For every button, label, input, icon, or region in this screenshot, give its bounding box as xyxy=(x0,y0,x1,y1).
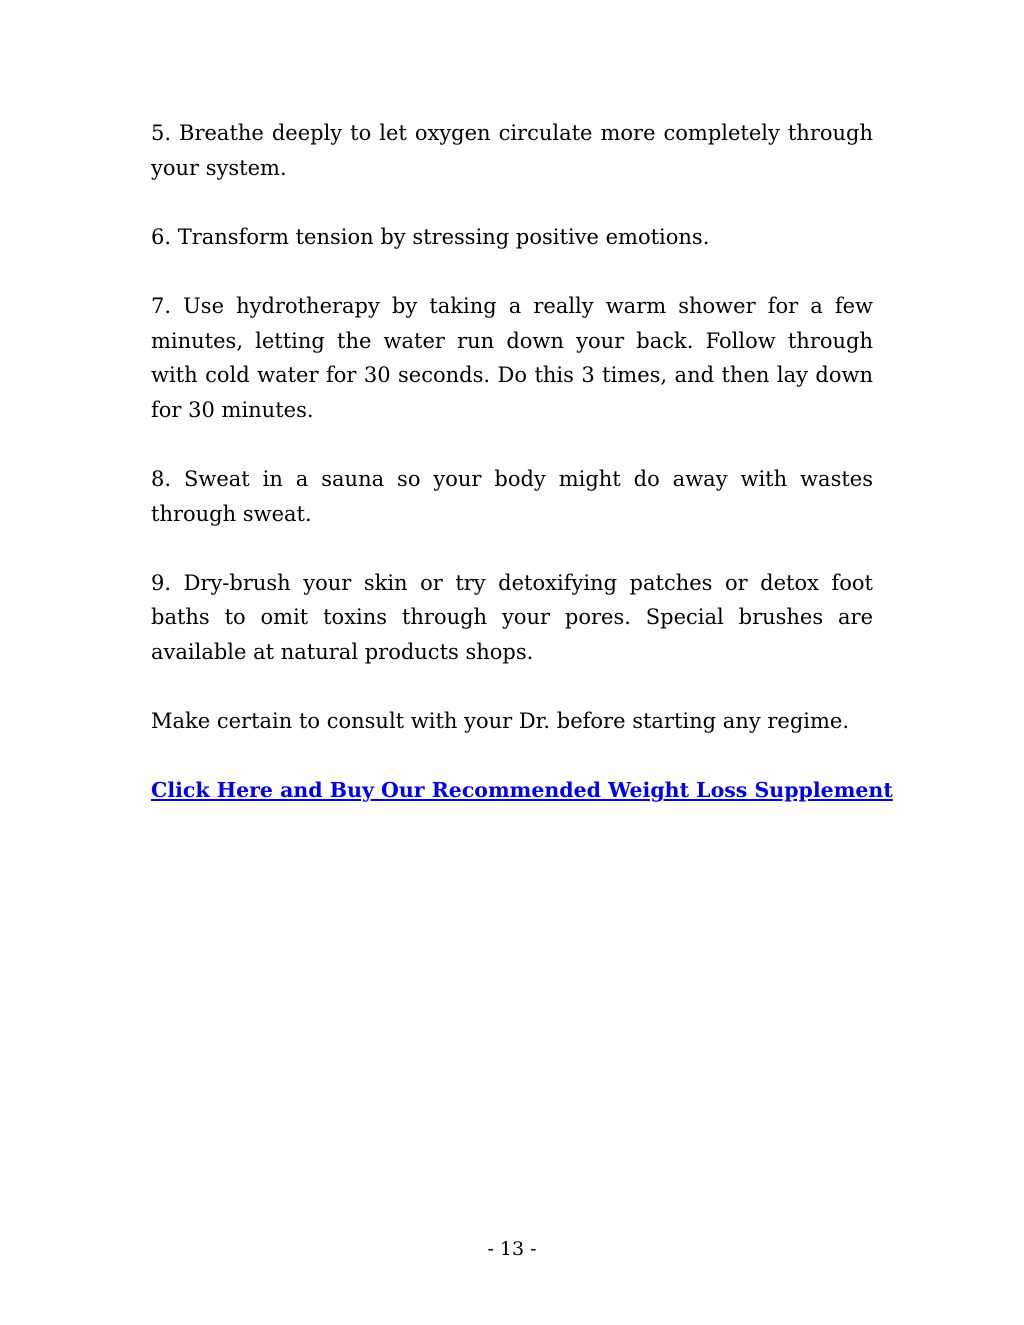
buy-supplement-link[interactable]: Click Here and Buy Our Recommended Weight Loss Supplement xyxy=(151,778,893,803)
tip-sauna: 8. Sweat in a sauna so your body might do away with wastes through sweat. xyxy=(151,466,873,526)
tip-hydrotherapy: 7. Use hydrotherapy by taking a really warm shower for a few minutes, letting the water run down your back. Follow through with cold water for 30 seconds. Do this 3 times, and then lay down for 30 minutes. xyxy=(151,293,873,422)
tip-dry-brush: 9. Dry-brush your skin or try detoxifying patches or detox foot baths to omit toxins through your pores. Special brushes are available at natural products shops. xyxy=(151,570,873,664)
tip-transform-tension: 6. Transform tension by stressing positive emotions. xyxy=(151,224,710,249)
tip-breathe-deeply: 5. Breathe deeply to let oxygen circulate more completely through your system. xyxy=(151,121,873,180)
document-body xyxy=(151,116,893,808)
consult-doctor-note: Make certain to consult with your Dr. before starting any regime. xyxy=(151,709,849,734)
page-number: - 13 - xyxy=(487,1238,537,1260)
